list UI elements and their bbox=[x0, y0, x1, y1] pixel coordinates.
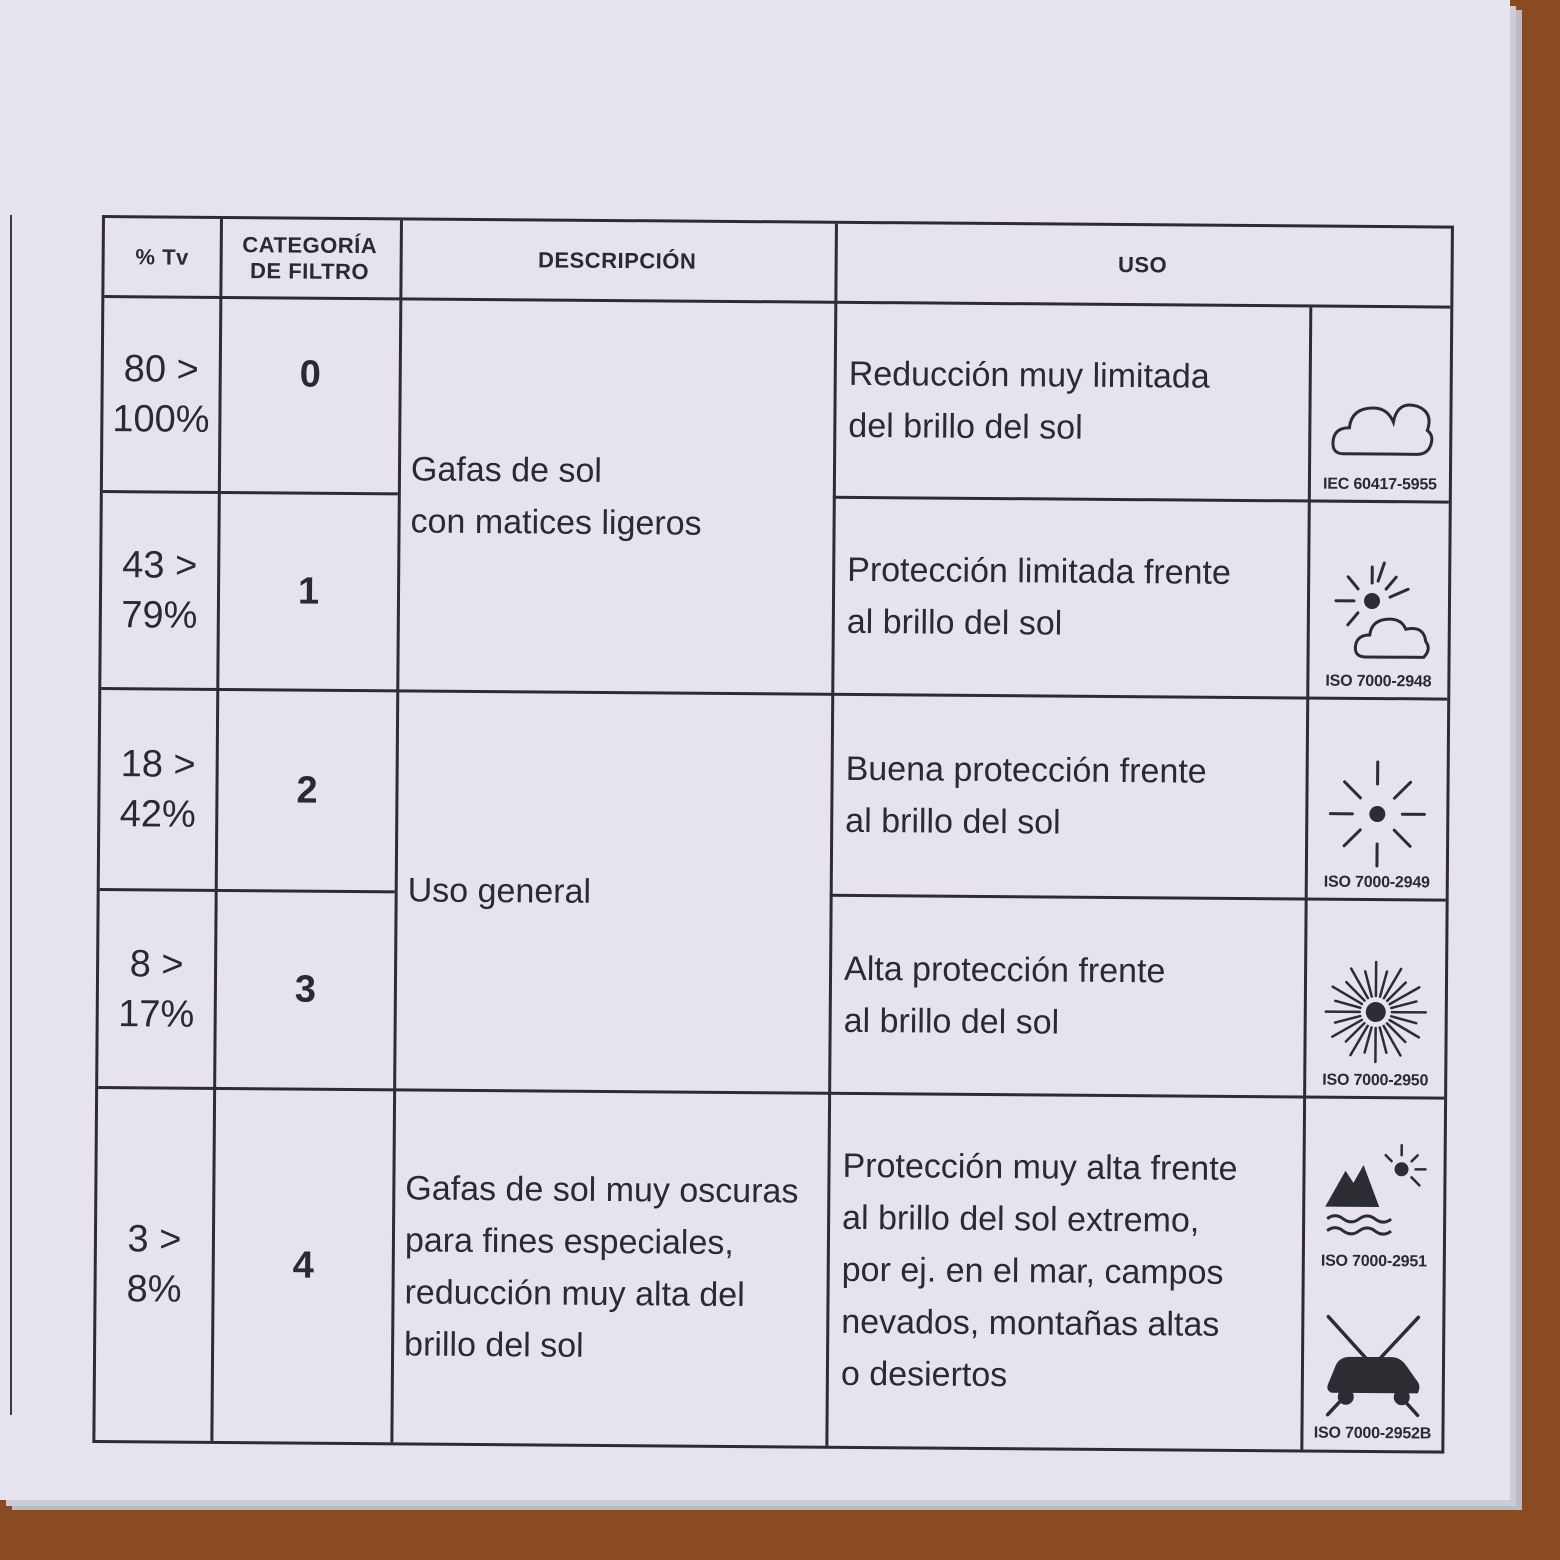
description-line: brillo del sol bbox=[403, 1325, 584, 1365]
icon-cell-row-4a bbox=[1305, 1098, 1444, 1277]
category-cell-row-1 bbox=[219, 494, 398, 689]
header-uso-label: USO bbox=[1117, 251, 1168, 277]
sun-ray bbox=[1346, 982, 1365, 1001]
icon-cell-row-1 bbox=[1309, 503, 1449, 698]
uso-line: nevados, montañas altas bbox=[841, 1302, 1220, 1344]
icon-cell-row-4b bbox=[1303, 1276, 1442, 1449]
tv-value: 8 > bbox=[129, 942, 184, 986]
uso-line: al brillo del sol extremo, bbox=[841, 1198, 1200, 1240]
header-description-label: DESCRIPCIÓN bbox=[537, 246, 697, 274]
description-line: Uso general bbox=[407, 871, 592, 911]
filter-category-table bbox=[92, 215, 1454, 1454]
tv-value: 42% bbox=[119, 793, 196, 836]
description-line: reducción muy alta del bbox=[404, 1273, 745, 1315]
tv-value: 79% bbox=[121, 594, 198, 637]
iso-code-label: ISO 7000-2949 bbox=[1323, 873, 1430, 892]
description-line: Gafas de sol muy oscuras bbox=[405, 1169, 799, 1211]
tv-cell-row-2 bbox=[100, 690, 217, 889]
sun-icon bbox=[1322, 754, 1433, 875]
category-cell-row-0 bbox=[221, 299, 399, 450]
header-description bbox=[399, 220, 835, 300]
uso-line: Buena protección frente bbox=[845, 749, 1207, 791]
header-category-line: DE FILTRO bbox=[249, 257, 370, 284]
description-line: para fines especiales, bbox=[404, 1221, 734, 1262]
mountains-sea-sun-icon bbox=[1319, 1135, 1430, 1254]
uso-cell-row-0 bbox=[836, 304, 1309, 500]
cloud-icon bbox=[1325, 366, 1436, 477]
iso-code-label: ISO 7000-2952B bbox=[1313, 1424, 1432, 1443]
header-category bbox=[219, 219, 400, 297]
uso-line: al brillo del sol bbox=[845, 801, 1061, 842]
strong-sun-icon bbox=[1320, 952, 1431, 1073]
tv-cell-row-4 bbox=[95, 1089, 213, 1440]
icon-cell-row-3 bbox=[1306, 900, 1446, 1096]
tv-value: 80 > bbox=[123, 348, 199, 391]
uso-line: Protección limitada frente bbox=[847, 550, 1232, 592]
sun-behind-cloud-icon bbox=[1323, 553, 1434, 674]
uso-line: al brillo del sol bbox=[846, 602, 1063, 643]
tv-cell-row-0 bbox=[103, 298, 220, 491]
category-value: 3 bbox=[294, 968, 317, 1011]
header-tv bbox=[104, 218, 220, 296]
description-line: con matices ligeros bbox=[410, 501, 702, 543]
uso-line: al brillo del sol bbox=[843, 1001, 1060, 1042]
facing-page-edge bbox=[0, 215, 12, 1415]
tv-value: 3 > bbox=[127, 1218, 182, 1261]
description-cell-0 bbox=[399, 300, 834, 692]
tv-cell-row-3 bbox=[98, 891, 215, 1087]
tv-value: 8% bbox=[126, 1268, 182, 1311]
header-uso bbox=[834, 224, 1451, 306]
uso-cell-row-1 bbox=[834, 499, 1308, 697]
uso-line: Reducción muy limitada bbox=[848, 354, 1210, 396]
tv-value: 17% bbox=[118, 992, 195, 1036]
iso-code-label: IEC 60417-5955 bbox=[1322, 475, 1437, 494]
uso-line: o desiertos bbox=[840, 1354, 1008, 1395]
category-value: 2 bbox=[296, 769, 318, 812]
header-tv-label: % Tv bbox=[135, 243, 189, 270]
description-cell-1 bbox=[396, 692, 831, 1091]
iso-code-label: ISO 7000-2950 bbox=[1322, 1071, 1429, 1090]
category-cell-row-4 bbox=[213, 1090, 393, 1441]
category-value: 1 bbox=[297, 570, 320, 613]
sun-ray bbox=[1387, 982, 1406, 1001]
category-cell-row-3 bbox=[216, 892, 395, 1088]
tv-cell-row-1 bbox=[101, 493, 218, 688]
tv-value: 18 > bbox=[120, 743, 196, 786]
no-driving-icon bbox=[1318, 1305, 1429, 1426]
uso-line: Protección muy alta frente bbox=[842, 1146, 1238, 1188]
category-value: 0 bbox=[299, 353, 321, 396]
uso-line: Alta protección frente bbox=[843, 949, 1166, 990]
sun-ray bbox=[1346, 1023, 1365, 1042]
iso-code-label: ISO 7000-2948 bbox=[1325, 672, 1432, 691]
header-category-line: CATEGORÍA bbox=[242, 231, 378, 258]
description-cell-2 bbox=[393, 1091, 828, 1444]
uso-cell-row-4 bbox=[828, 1095, 1303, 1449]
category-cell-row-2 bbox=[218, 691, 397, 890]
uso-line: del brillo del sol bbox=[848, 406, 1083, 447]
description-line: Gafas de sol bbox=[410, 449, 603, 490]
sun-ray bbox=[1387, 1023, 1406, 1042]
uso-cell-row-2 bbox=[833, 696, 1307, 898]
tv-value: 43 > bbox=[122, 544, 198, 587]
iso-code-label: ISO 7000-2951 bbox=[1320, 1252, 1427, 1271]
icon-cell-row-0 bbox=[1311, 308, 1451, 501]
uso-line: por ej. en el mar, campos bbox=[841, 1250, 1224, 1292]
category-value: 4 bbox=[292, 1244, 314, 1287]
uso-cell-row-3 bbox=[831, 897, 1305, 1096]
tv-value: 100% bbox=[112, 398, 210, 441]
icon-cell-row-2 bbox=[1308, 699, 1448, 898]
